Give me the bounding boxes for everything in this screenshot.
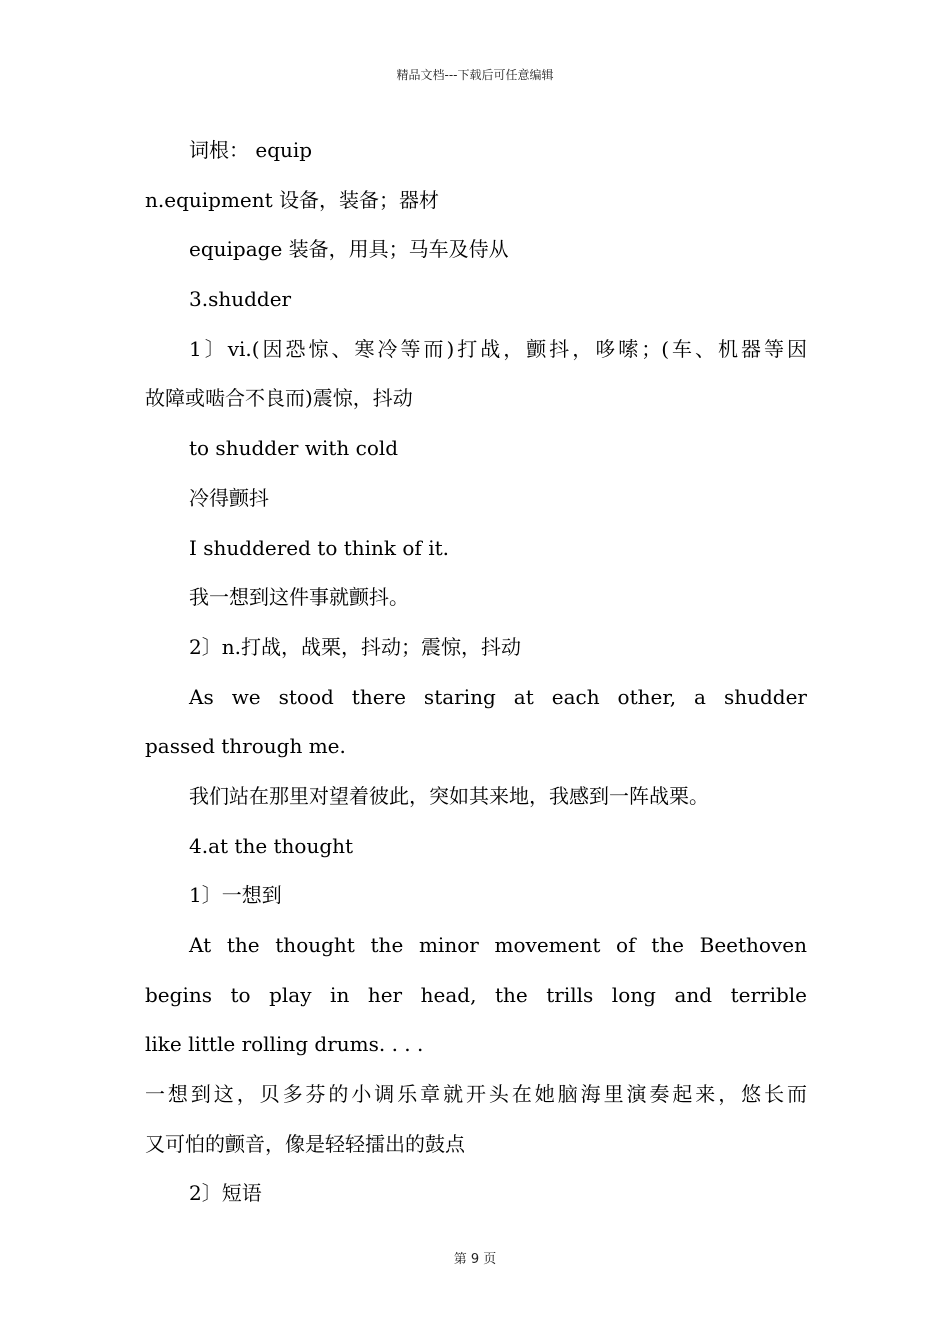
text-line: As we stood there staring at each other, a shudder	[189, 684, 807, 709]
text-line: to shudder with cold	[189, 436, 399, 461]
page-number: 第 9 页	[453, 1252, 497, 1267]
text-line: 冷得颤抖	[189, 485, 269, 510]
text-line: 词根： equip	[189, 138, 313, 162]
text-line: 故障或啮合不良而)震惊，抖动	[145, 386, 413, 411]
text-line: 3.shudder	[189, 287, 292, 312]
text-line: 我一想到这件事就颤抖。	[189, 585, 409, 610]
text-line: equipage 装备，用具；马车及侍从	[189, 237, 509, 262]
text-line: passed through me.	[145, 734, 346, 759]
text-line: At the thought the minor movement of the Beethoven	[189, 933, 807, 957]
text-line: 2〕n.打战，战栗，抖动；震惊，抖动	[189, 634, 521, 659]
text-line: 1〕vi.(因恐惊、寒冷等而)打战，颤抖，哆嗦；(车、机器等因	[189, 336, 807, 361]
text-line: like little rolling drums. . . .	[145, 1032, 424, 1057]
text-line: 又可怕的颤音，像是轻轻擂出的鼓点	[145, 1131, 465, 1156]
page-header: 精品文档---下载后可任意编辑	[396, 68, 554, 82]
text-line: 2〕短语	[189, 1181, 262, 1206]
text-line: begins to play in her head, the trills long and terrible	[145, 982, 807, 1007]
text-line: 4.at the thought	[189, 833, 354, 858]
text-line: 1〕一想到	[189, 883, 282, 908]
document-body	[145, 126, 807, 1219]
text-line: n.equipment 设备，装备；器材	[145, 187, 440, 212]
text-line: 一想到这，贝多芬的小调乐章就开头在她脑海里演奏起来，悠长而	[145, 1082, 807, 1107]
text-line: 我们站在那里对望着彼此，突如其来地，我感到一阵战栗。	[189, 783, 709, 808]
text-line: I shuddered to think of it.	[189, 535, 449, 560]
